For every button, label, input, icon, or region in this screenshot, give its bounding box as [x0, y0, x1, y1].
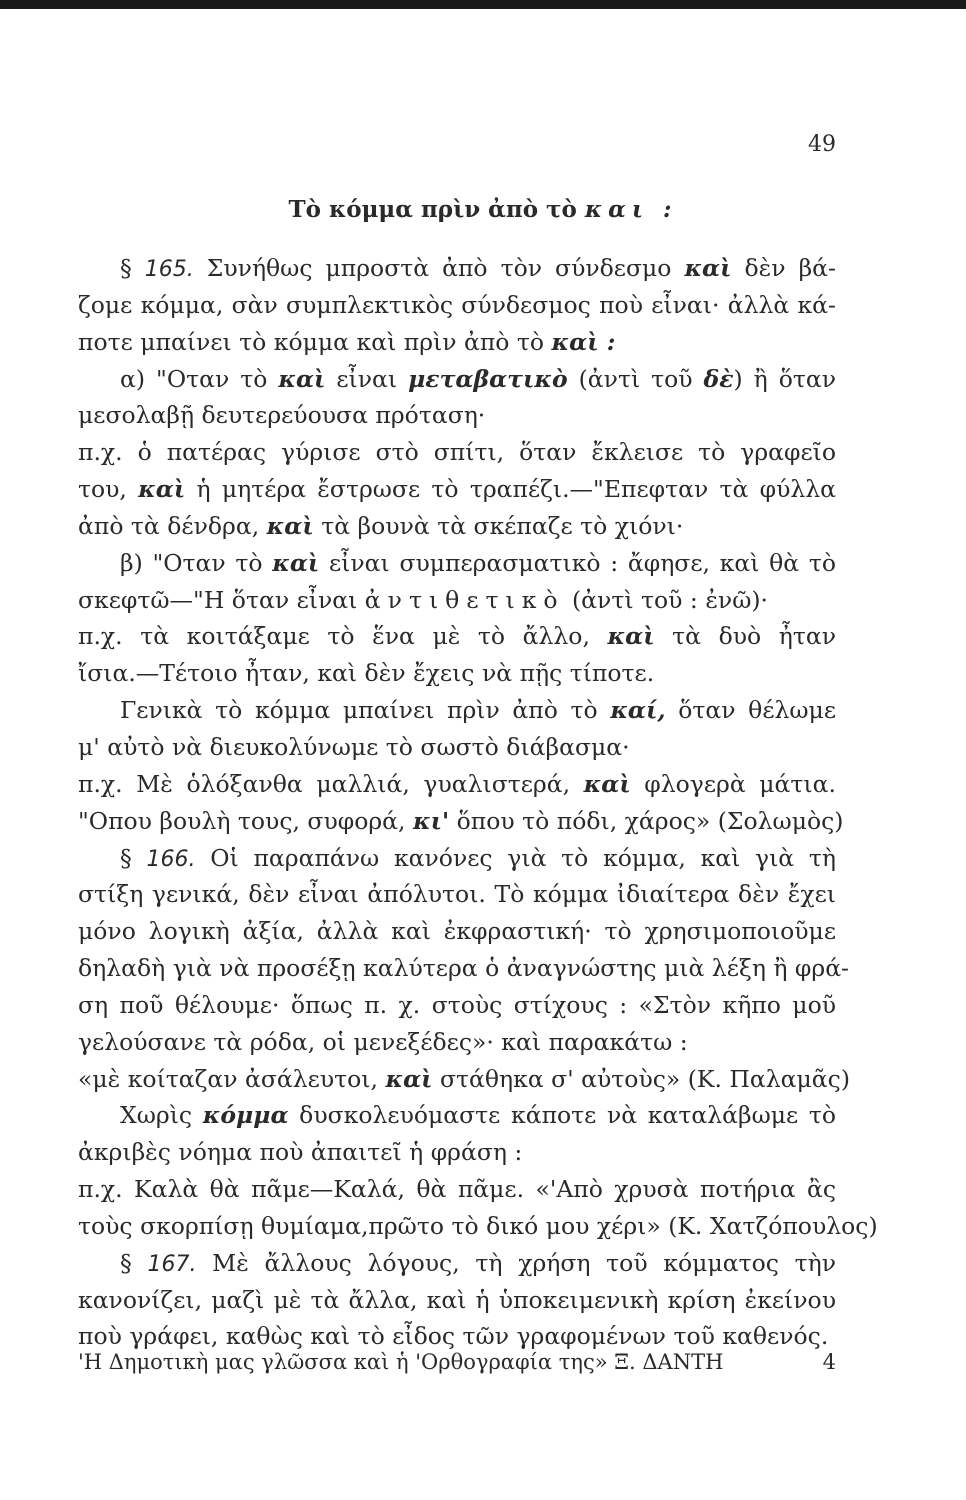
emphasis-word: καὶ [385, 1064, 433, 1093]
text-run: Οἱ παραπάνω κανόνες γιὰ τὸ κόμμα, καὶ γιὰ τὴ [195, 843, 836, 872]
emphasis-word: καὶ : [551, 327, 616, 356]
text-run: Χωρὶς [120, 1101, 203, 1130]
text-run: (ἀντὶ τοῦ : ἐνῶ)· [564, 585, 769, 614]
text-run: π.χ. τὰ κοιτάξαμε τὸ ἕνα μὲ τὸ ἄλλο, [78, 622, 608, 651]
text-run: ὅπου τὸ πόδι, χάρος» (Σολωμὸς) [449, 806, 844, 835]
text-run: φλογερὰ μάτια. [630, 769, 836, 798]
text-run: σκεφτῶ—"Η ὅταν εἶναι [78, 585, 365, 614]
emphasis-word: καὶ [607, 622, 655, 651]
text-run: μόνο λογικὴ ἀξία, ἀλλὰ καὶ ἐκφραστική· τὸ χρησιμοποιοῦμε [78, 917, 836, 946]
heading-word: και : [584, 196, 678, 223]
text-line [78, 434, 836, 471]
text-line [78, 655, 836, 692]
text-line [78, 766, 836, 803]
text-run: ἡ μητέρα ἔστρωσε τὸ τραπέζι.—"Επεφταν τὰ φύλλα [185, 475, 837, 504]
section-number: 167. [147, 1251, 197, 1277]
text-run: β) "Οταν τὸ [120, 548, 273, 577]
text-run: Μὲ ἄλλους λόγους, τὴ χρήση τοῦ κόμματος τὴν [196, 1248, 836, 1277]
emphasis-word: καὶ [266, 511, 314, 540]
text-run: ποτε μπαίνει τὸ κόμμα καὶ πρὶν ἀπὸ τὸ [78, 327, 552, 356]
text-line [78, 397, 836, 434]
text-run: δηλαδὴ γιὰ νὰ προσέξῃ καλύτερα ὁ ἀναγνώστης μιὰ λέξη ἢ φρά- [78, 954, 850, 983]
emphasis-word: καὶ [278, 364, 326, 393]
footer-sheet-number: 4 [822, 1350, 836, 1374]
text-run: τοὺς σκορπίσῃ θυμίαμα,πρῶτο τὸ δικό μου χέρι» (Κ. Χατζόπουλος) [78, 1211, 878, 1240]
text-line [78, 361, 836, 398]
text-line [78, 803, 844, 840]
text-run: τὰ δυὸ ἦταν [654, 622, 836, 651]
text-line [78, 1097, 836, 1134]
text-line [78, 692, 836, 729]
text-run: π.χ. Καλὰ θὰ πᾶμε—Καλά, θὰ πᾶμε. «'Απὸ χρυσὰ ποτήρια ἂς [78, 1175, 836, 1204]
text-run: εἶναι [325, 364, 409, 393]
text-line [78, 1024, 836, 1061]
text-line [78, 1245, 836, 1282]
text-run: π.χ. ὁ πατέρας γύρισε στὸ σπίτι, ὅταν ἔκλεισε τὸ γραφεῖο [78, 438, 836, 467]
emphasis-word: μεταβατικὸ [408, 364, 568, 393]
text-run: ποὺ γράφει, καθὼς καὶ τὸ εἶδος τῶν γραφομένων τοῦ καθενός. [78, 1322, 829, 1351]
emphasis-word: καί, [610, 696, 666, 725]
text-line [78, 324, 836, 361]
text-run: Γενικὰ τὸ κόμμα μπαίνει πρὶν ἀπὸ τὸ [120, 696, 611, 725]
text-run: μ' αὐτὸ νὰ διευκολύνωμε τὸ σωστὸ διάβασμα· [78, 732, 630, 761]
text-line [78, 1171, 836, 1208]
text-run: ) ἢ ὅταν [733, 364, 837, 393]
emphasis-word: καὶ [272, 548, 320, 577]
text-line [78, 1282, 836, 1319]
text-line [78, 950, 850, 987]
text-line [78, 508, 836, 545]
text-run: στίξη γενικά, δὲν εἶναι ἀπόλυτοι. Τὸ κόμμα ἰδιαίτερα δὲν ἔχει [78, 880, 836, 909]
section-number: 165. [144, 257, 194, 282]
text-run: § [120, 843, 147, 872]
emphasis-word: δὲ [703, 364, 734, 393]
body-text [78, 250, 878, 1355]
text-line [78, 582, 836, 619]
text-line [78, 545, 836, 582]
text-run: ση ποῦ θέλουμε· ὅπως π. χ. στοὺς στίχους : «Στὸν κῆπο μοῦ [78, 990, 836, 1019]
text-run: Συνήθως μπροστὰ ἀπὸ τὸν σύνδεσμο [193, 254, 685, 282]
spaced-word: ἀντιθετικὸ [364, 585, 565, 614]
text-run: κανονίζει, μαζὶ μὲ τὰ ἄλλα, καὶ ἡ ὑποκειμενικὴ κρίση ἐκείνου [78, 1285, 836, 1314]
text-line [78, 876, 836, 913]
text-run: μεσολαβῇ δευτερεύουσα πρόταση· [78, 401, 486, 430]
text-line [78, 618, 836, 655]
text-run: (ἀντὶ τοῦ [567, 364, 704, 393]
text-run: § [120, 1248, 148, 1277]
page-footer [78, 1350, 836, 1374]
emphasis-word: κόμμα [202, 1101, 289, 1130]
section-heading [0, 196, 966, 223]
text-line [78, 729, 836, 766]
text-run: δυσκολευόμαστε κάποτε νὰ καταλάβωμε τὸ [288, 1101, 836, 1130]
heading-text: Τὸ κόμμα πρὶν ἀπὸ τὸ [288, 196, 585, 223]
page-number: 49 [808, 132, 836, 157]
text-line [78, 471, 836, 508]
text-line [78, 1134, 836, 1171]
emphasis-word: καὶ [684, 254, 732, 282]
text-line [78, 287, 836, 324]
emphasis-word: καὶ [138, 475, 186, 504]
text-line [78, 1208, 878, 1245]
emphasis-word: καὶ [583, 769, 631, 798]
text-run: ἀκριβὲς νόημα ποὺ ἀπαιτεῖ ἡ φράση : [78, 1138, 523, 1167]
text-run: ἴσια.—Τέτοιο ἦταν, καὶ δὲν ἔχεις νὰ πῇς τίποτε. [78, 659, 655, 688]
text-run: εἶναι συμπερασματικὸ : ἄφησε, καὶ θὰ τὸ [319, 548, 836, 577]
text-run: § [120, 254, 145, 282]
text-run: α) "Οταν τὸ [120, 364, 279, 393]
text-run: του, [78, 475, 139, 504]
text-run: ἀπὸ τὰ δένδρα, [78, 511, 267, 540]
emphasis-word: κι' [412, 806, 450, 835]
text-line [78, 987, 836, 1024]
text-run: στάθηκα σ' αὐτοὺς» (Κ. Παλαμᾶς) [432, 1064, 851, 1093]
text-line [78, 250, 836, 287]
text-run: π.χ. Μὲ ὁλόξανθα μαλλιά, γυαλιστερά, [78, 769, 584, 798]
text-run: "Οπου βουλὴ τους, συφορά, [78, 806, 413, 835]
footer-title: 'Η Δημοτικὴ μας γλῶσσα καὶ ἡ 'Ορθογραφία της» Ξ. ΔΑΝΤΗ [78, 1350, 724, 1374]
text-run: τὰ βουνὰ τὰ σκέπαζε τὸ χιόνι· [313, 511, 684, 540]
text-run: ὅταν θέλωμε [665, 696, 836, 725]
text-line [78, 913, 836, 950]
scan-edge-bar [0, 0, 966, 9]
text-run: «μὲ κοίταζαν ἀσάλευτοι, [78, 1064, 386, 1093]
section-number: 166. [146, 846, 196, 872]
text-line [78, 840, 836, 877]
text-line [78, 1061, 851, 1098]
text-run: ζομε κόμμα, σὰν συμπλεκτικὸς σύνδεσμος ποὺ εἶναι· ἀλλὰ κά- [78, 290, 836, 319]
text-run: δὲν βά- [731, 254, 836, 282]
text-run: γελούσανε τὰ ρόδα, οἱ μενεξέδες»· καὶ παρακάτω : [78, 1027, 688, 1056]
